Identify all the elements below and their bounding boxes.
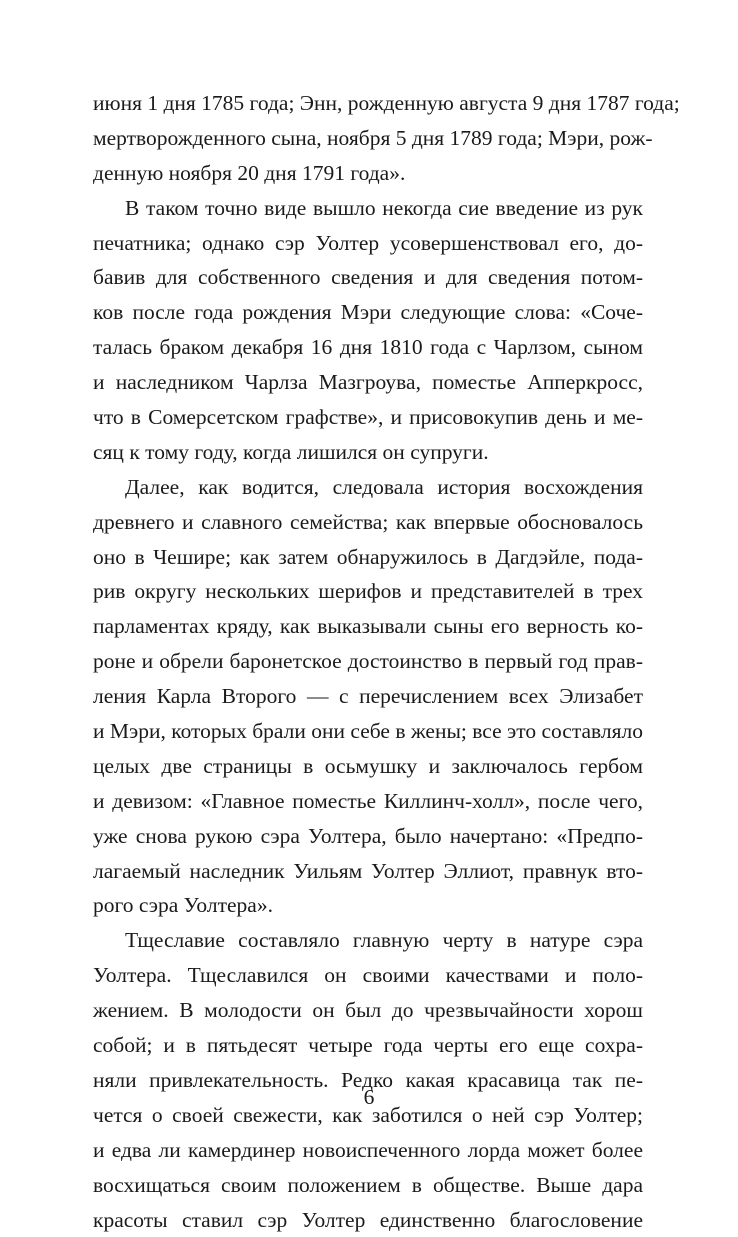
text-line: талась браком декабря 16 дня 1810 года с Чарлзом, сыном [93, 330, 643, 365]
text-line: ления Карла Второго — с перечислением всех Элизабет [93, 679, 643, 714]
paragraph [93, 86, 643, 191]
text-line: Уолтера. Тщеславился он своими качествами и поло- [93, 958, 643, 993]
text-line: древнего и славного семейства; как впервые обосновалось [93, 505, 643, 540]
text-line: что в Сомерсетском графстве», и присовокупив день и ме- [93, 400, 643, 435]
text-line: печатника; однако сэр Уолтер усовершенствовал его, до- [93, 226, 643, 261]
text-line: парламентах кряду, как выказывали сыны его верность ко- [93, 609, 643, 644]
text-line: сяц к тому году, когда лишился он супруги. [93, 435, 643, 470]
text-line: В таком точно виде вышло некогда сие введение из рук [93, 191, 643, 226]
text-line: Тщеславие составляло главную черту в натуре сэра [93, 923, 643, 958]
text-line: чется о своей свежести, как заботился о ней сэр Уолтер; [93, 1098, 643, 1133]
text-line: красоты ставил сэр Уолтер единственно благословение [93, 1203, 643, 1237]
text-line: ков после года рождения Мэри следующие слова: «Соче- [93, 295, 643, 330]
text-line: июня 1 дня 1785 года; Энн, рожденную августа 9 дня 1787 года; [93, 86, 643, 121]
text-line: рого сэра Уолтера». [93, 888, 643, 923]
text-line: и Мэри, которых брали они себе в жены; все это составляло [93, 714, 643, 749]
text-line: жением. В молодости он был до чрезвычайности хорош [93, 993, 643, 1028]
text-line: роне и обрели баронетское достоинство в первый год прав- [93, 644, 643, 679]
text-line: няли привлекательность. Редко какая красавица так пе- [93, 1063, 643, 1098]
text-line: и едва ли камердинер новоиспеченного лорда может более [93, 1133, 643, 1168]
paragraph [93, 470, 643, 924]
text-line: денную ноября 20 дня 1791 года». [93, 156, 643, 191]
text-line: бавив для собственного сведения и для сведения потом- [93, 260, 643, 295]
page-number: 6 [0, 1083, 738, 1111]
paragraph [93, 191, 643, 470]
text-line: лагаемый наследник Уильям Уолтер Эллиот, правнук вто- [93, 854, 643, 889]
text-line: оно в Чешире; как затем обнаружилось в Дагдэйле, пода- [93, 540, 643, 575]
text-line: мертворожденного сына, ноября 5 дня 1789 года; Мэри, рож- [93, 121, 643, 156]
text-line: и наследником Чарлза Мазгроува, поместье Апперкросс, [93, 365, 643, 400]
text-line: рив округу нескольких шерифов и представителей в трех [93, 574, 643, 609]
paragraph [93, 923, 643, 1237]
body-text [93, 86, 643, 1237]
text-line: восхищаться своим положением в обществе. Выше дара [93, 1168, 643, 1203]
text-line: целых две страницы в осьмушку и заключалось гербом [93, 749, 643, 784]
text-line: Далее, как водится, следовала история восхождения [93, 470, 643, 505]
text-line: собой; и в пятьдесят четыре года черты его еще сохра- [93, 1028, 643, 1063]
text-line: и девизом: «Главное поместье Киллинч-холл», после чего, [93, 784, 643, 819]
text-line: уже снова рукою сэра Уолтера, было начертано: «Предпо- [93, 819, 643, 854]
